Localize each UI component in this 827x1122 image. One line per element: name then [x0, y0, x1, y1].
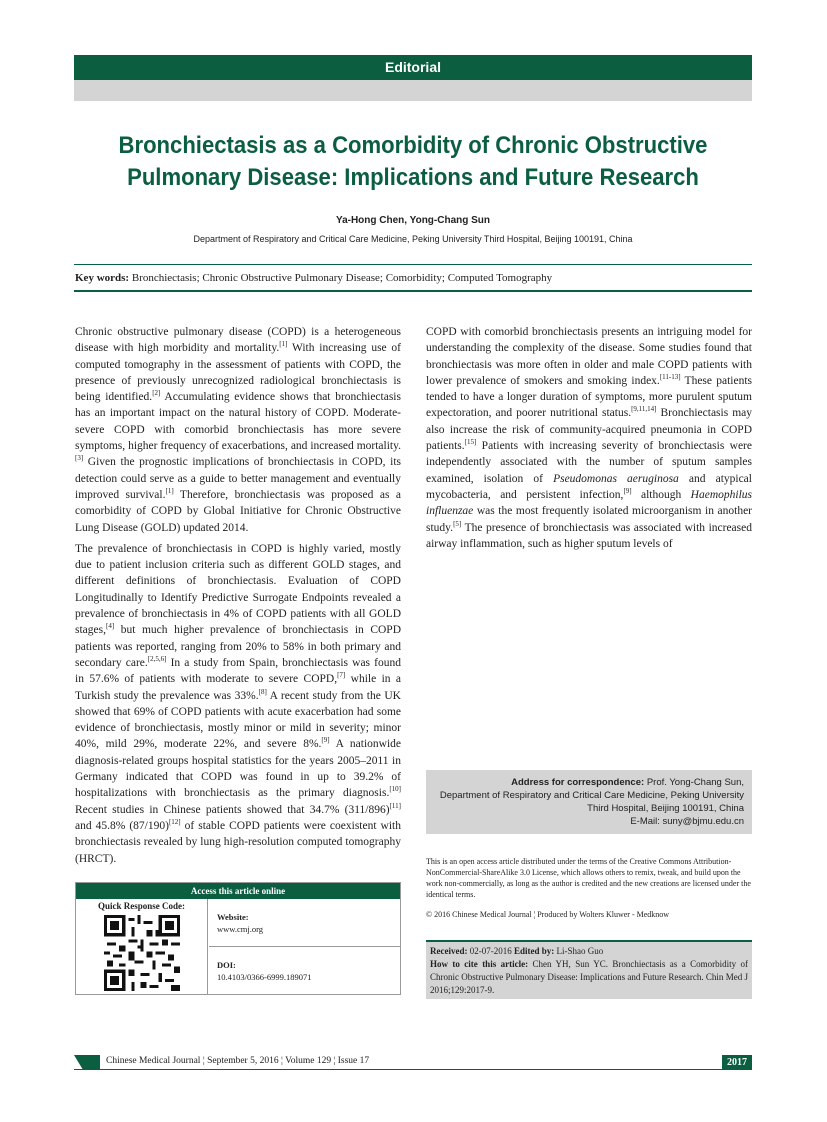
edited-label: Edited by: [513, 946, 555, 956]
doi-panel [209, 947, 401, 995]
license-text: This is an open access article distributed under the terms of the Creative Commons Attribution-NonCommercial-ShareAlike 3.0 License, which allows others to remix, tweak, and build upon the work non-commercially, as long as the author is credited and the new creations are licensed under the identical terms. [426, 857, 751, 899]
doi-link[interactable]: 10.4103/0366-6999.189071 [217, 972, 312, 982]
received-date: 02-07-2016 [467, 946, 514, 956]
website-label: Website: [217, 912, 249, 922]
keywords-label: Key words: [75, 272, 130, 284]
page-number: 2017 [722, 1055, 752, 1070]
correspondence-address: Third Hospital, Beijing 100191, China [587, 803, 744, 814]
body-column-left [75, 324, 401, 872]
keywords-list: Bronchiectasis; Chronic Obstructive Pulmonary Disease; Comorbidity; Computed Tomography [131, 272, 553, 284]
section-banner: Editorial [74, 55, 752, 80]
paragraph-1: Chronic obstructive pulmonary disease (COPD) is a heterogeneous disease with high morbidity and mortality.[1] With increasing use of computed tomography in the assessment of patients with COPD, the presence of previously unrecognized radiological bronchiectasis is being identified.[2] Accumulating evidence shows that bronchiectasis has an important impact on the natural history of COPD. Moderate-severe COPD with comorbid bronchiectasis has more severe symptoms, higher frequency of exacerbations, and increased mortality.[3] Given the prognostic implications of bronchiectasis in COPD, its detection could serve as a guide to better management and eventually improved survival.[1] Therefore, bronchiectasis was proposed as a comorbidity of COPD by Global Initiative for Chronic Obstructive Lung Disease (GOLD) updated 2014. [75, 326, 401, 534]
qr-panel [76, 899, 208, 995]
website-panel [209, 899, 401, 947]
cite-label: How to cite this article: [430, 959, 529, 969]
paragraph-3: COPD with comorbid bronchiectasis presents an intriguing model for understanding the complexity of the disease. Some studies found that bronchiectasis was more often in older and male COPD patients with lower prevalence of smokers and smoking index.[11-13] These patients tended to have a longer duration of symptoms, more purulent sputum expectoration, and poorer nutritional status.[9,11,14] Bronchiectasis may also increase the risk of community-acquired pneumonia in COPD patients.[15] Patients with increasing severity of bronchiectasis were independently associated with the number of sputum samples examined, isolation of Pseudomonas aeruginosa and atypical mycobacteria, and persistent infection,[9] although Haemophilus influenzae was the most frequently isolated microorganism in another study.[5] The presence of bronchiectasis was associated with increased airway inflammation, such as higher sputum levels of [426, 326, 752, 550]
access-online-box [75, 882, 401, 995]
title-line-2: Pulmonary Disease: Implications and Future Research [127, 164, 699, 191]
cite-text: Chen YH, Sun YC. Bronchiectasis as a Comorbidity of Chronic Obstructive Pulmonary Disease: Implications and Future Research. Chin Med J 2016;129:2017-9. [430, 959, 749, 995]
correspondence-dept: Department of Respiratory and Critical Care Medicine, Peking University [439, 790, 744, 801]
received-label: Received: [430, 946, 468, 956]
qr-code-icon[interactable] [104, 915, 180, 991]
qr-label: Quick Response Code: [97, 901, 185, 911]
copyright: © 2016 Chinese Medical Journal ¦ Produced by Wolters Kluwer - Medknow [426, 910, 670, 919]
correspondence-name: Prof. Yong-Chang Sun, [646, 777, 744, 788]
footer-tab [74, 1055, 100, 1070]
doi-label: DOI: [217, 960, 236, 970]
access-header: Access this article online [76, 883, 400, 899]
paragraph-2: The prevalence of bronchiectasis in COPD is highly varied, mostly due to patient inclusion criteria such as different GOLD stages, and different definitions of bronchiectasis. Evaluation of COPD Longitudinally to Identify Predictive Surrogate Endpoints revealed a prevalence of bronchiectasis in 4% of COPD patients with all GOLD stages,[4] but much higher prevalence of bronchiectasis in COPD patients was reported, ranging from 20% to 58% in both primary and secondary care.[2,5,6] In a study from Spain, bronchiectasis was found in 57.6% of patients with moderate to severe COPD,[7] while in a Turkish study the prevalence was 33%.[8] A recent study from the UK showed that 69% of COPD patients with acute exacerbation had some evidence of bronchiectasis, mostly minor or mild in severity; minor 40%, mild 29%, moderate 22%, and severe 8%.[9] A nationwide diagnosis-related groups hospital statistics for the years 2005–2011 in Germany indicated that COPD was found in up to 39.2% of hospitalizations with bronchiectasis as the primary diagnosis.[10] Recent studies in Chinese patients showed that 34.7% (311/896)[11] and 45.8% (87/190)[12] of stable COPD patients were coexistent with bronchiectasis revealed by lung high-resolution computed tomography (HRCT). [75, 542, 401, 865]
body-column-right [426, 324, 752, 736]
citation-box [426, 940, 752, 999]
correspondence-box [426, 770, 752, 834]
correspondence-label: Address for correspondence: [511, 777, 645, 788]
title-line-1: Bronchiectasis as a Comorbidity of Chronic Obstructive [118, 132, 708, 159]
correspondence-email[interactable]: E-Mail: suny@bjmu.edu.cn [630, 816, 744, 827]
divider [74, 264, 752, 265]
authors: Ya-Hong Chen, Yong-Chang Sun [335, 215, 491, 226]
affiliation: Department of Respiratory and Critical Care Medicine, Peking University Third Hospital, Beijing 100191, China [193, 234, 633, 244]
footer-rule [74, 1069, 752, 1070]
website-link[interactable]: www.cmj.org [217, 924, 264, 934]
divider [74, 290, 752, 292]
editor-name: Li-Shao Guo [554, 946, 604, 956]
article-title [101, 130, 725, 194]
footer-journal-info: Chinese Medical Journal ¦ September 5, 2016 ¦ Volume 129 ¦ Issue 17 [106, 1056, 370, 1066]
banner-underbar [74, 80, 752, 101]
keywords [75, 272, 751, 284]
